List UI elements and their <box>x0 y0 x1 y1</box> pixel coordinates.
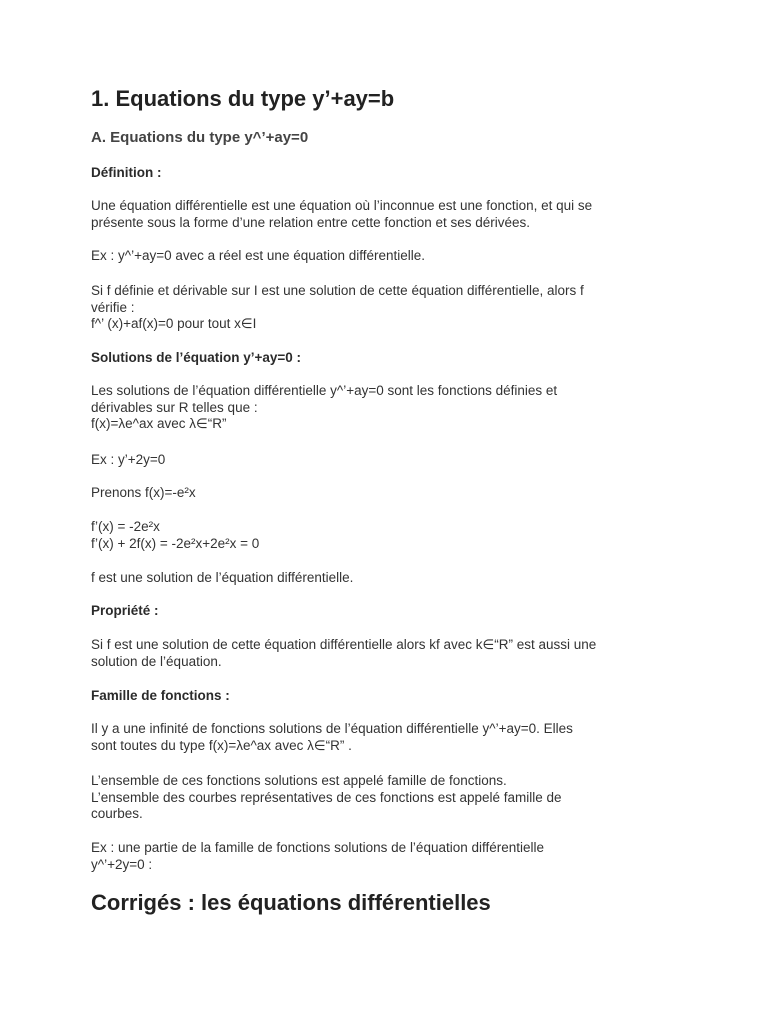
solutions-prenons: Prenons f(x)=-e²x <box>91 485 196 500</box>
solutions-derivative-line: f’(x) = -2e²x <box>91 519 160 534</box>
famille-ensemble-line: courbes. <box>91 806 143 821</box>
famille-example <box>91 840 544 873</box>
solutions-derivative-line: f’(x) + 2f(x) = -2e²x+2e²x = 0 <box>91 535 260 551</box>
famille-example-line: y^’+2y=0 : <box>91 856 153 872</box>
solutions-text-line: f(x)=λe^ax avec λ∈“R” <box>91 416 227 431</box>
famille-heading: Famille de fonctions : <box>91 688 230 703</box>
definition-text-line: présente sous la forme d’une relation entre cette fonction et ses dérivées. <box>91 214 531 230</box>
definition-text-line: Une équation différentielle est une équation où l’inconnue est une fonction, et qui se <box>91 198 593 213</box>
definition-property-line: Si f définie et dérivable sur I est une solution de cette équation différentielle, alors f <box>91 283 584 298</box>
famille-text-line: Il y a une infinité de fonctions solutions de l’équation différentielle y^’+ay=0. Elles <box>91 721 573 736</box>
solutions-text-line: Les solutions de l’équation différentielle y^’+ay=0 sont les fonctions définies et <box>91 383 558 398</box>
famille-text <box>91 721 573 754</box>
propriete-text <box>91 637 596 670</box>
section-subtitle: A. Equations du type y^’+ay=0 <box>91 129 309 146</box>
definition-heading: Définition : <box>91 165 162 180</box>
famille-example-line: Ex : une partie de la famille de fonctions solutions de l’équation différentielle <box>91 840 545 855</box>
famille-ensemble-line: L’ensemble des courbes représentatives de ces fonctions est appelé famille de <box>91 789 562 805</box>
definition-text <box>91 198 592 231</box>
solutions-heading: Solutions de l’équation y’+ay=0 : <box>91 350 302 365</box>
solutions-derivative <box>91 519 259 552</box>
definition-example: Ex : y^’+ay=0 avec a réel est une équation différentielle. <box>91 248 426 263</box>
definition-property-line: f^’ (x)+af(x)=0 pour tout x∈I <box>91 316 257 331</box>
solutions-text-line: dérivables sur R telles que : <box>91 399 258 415</box>
solutions-text <box>91 383 557 433</box>
propriete-text-line: Si f est une solution de cette équation différentielle alors kf avec k∈“R” est aussi une <box>91 637 597 652</box>
famille-ensemble-line: L’ensemble de ces fonctions solutions est appelé famille de fonctions. <box>91 773 507 788</box>
famille-text-line: sont toutes du type f(x)=λe^ax avec λ∈“R” . <box>91 737 352 753</box>
famille-ensemble <box>91 773 562 823</box>
propriete-heading: Propriété : <box>91 603 159 618</box>
definition-property-line: vérifie : <box>91 299 135 315</box>
corriges-title: Corrigés : les équations différentielles <box>91 890 491 915</box>
section-title: 1. Equations du type y’+ay=b <box>91 86 395 111</box>
propriete-text-line: solution de l’équation. <box>91 653 222 669</box>
solutions-example: Ex : y’+2y=0 <box>91 452 166 467</box>
definition-property <box>91 283 584 333</box>
solutions-conclusion: f est une solution de l’équation différentielle. <box>91 570 354 585</box>
